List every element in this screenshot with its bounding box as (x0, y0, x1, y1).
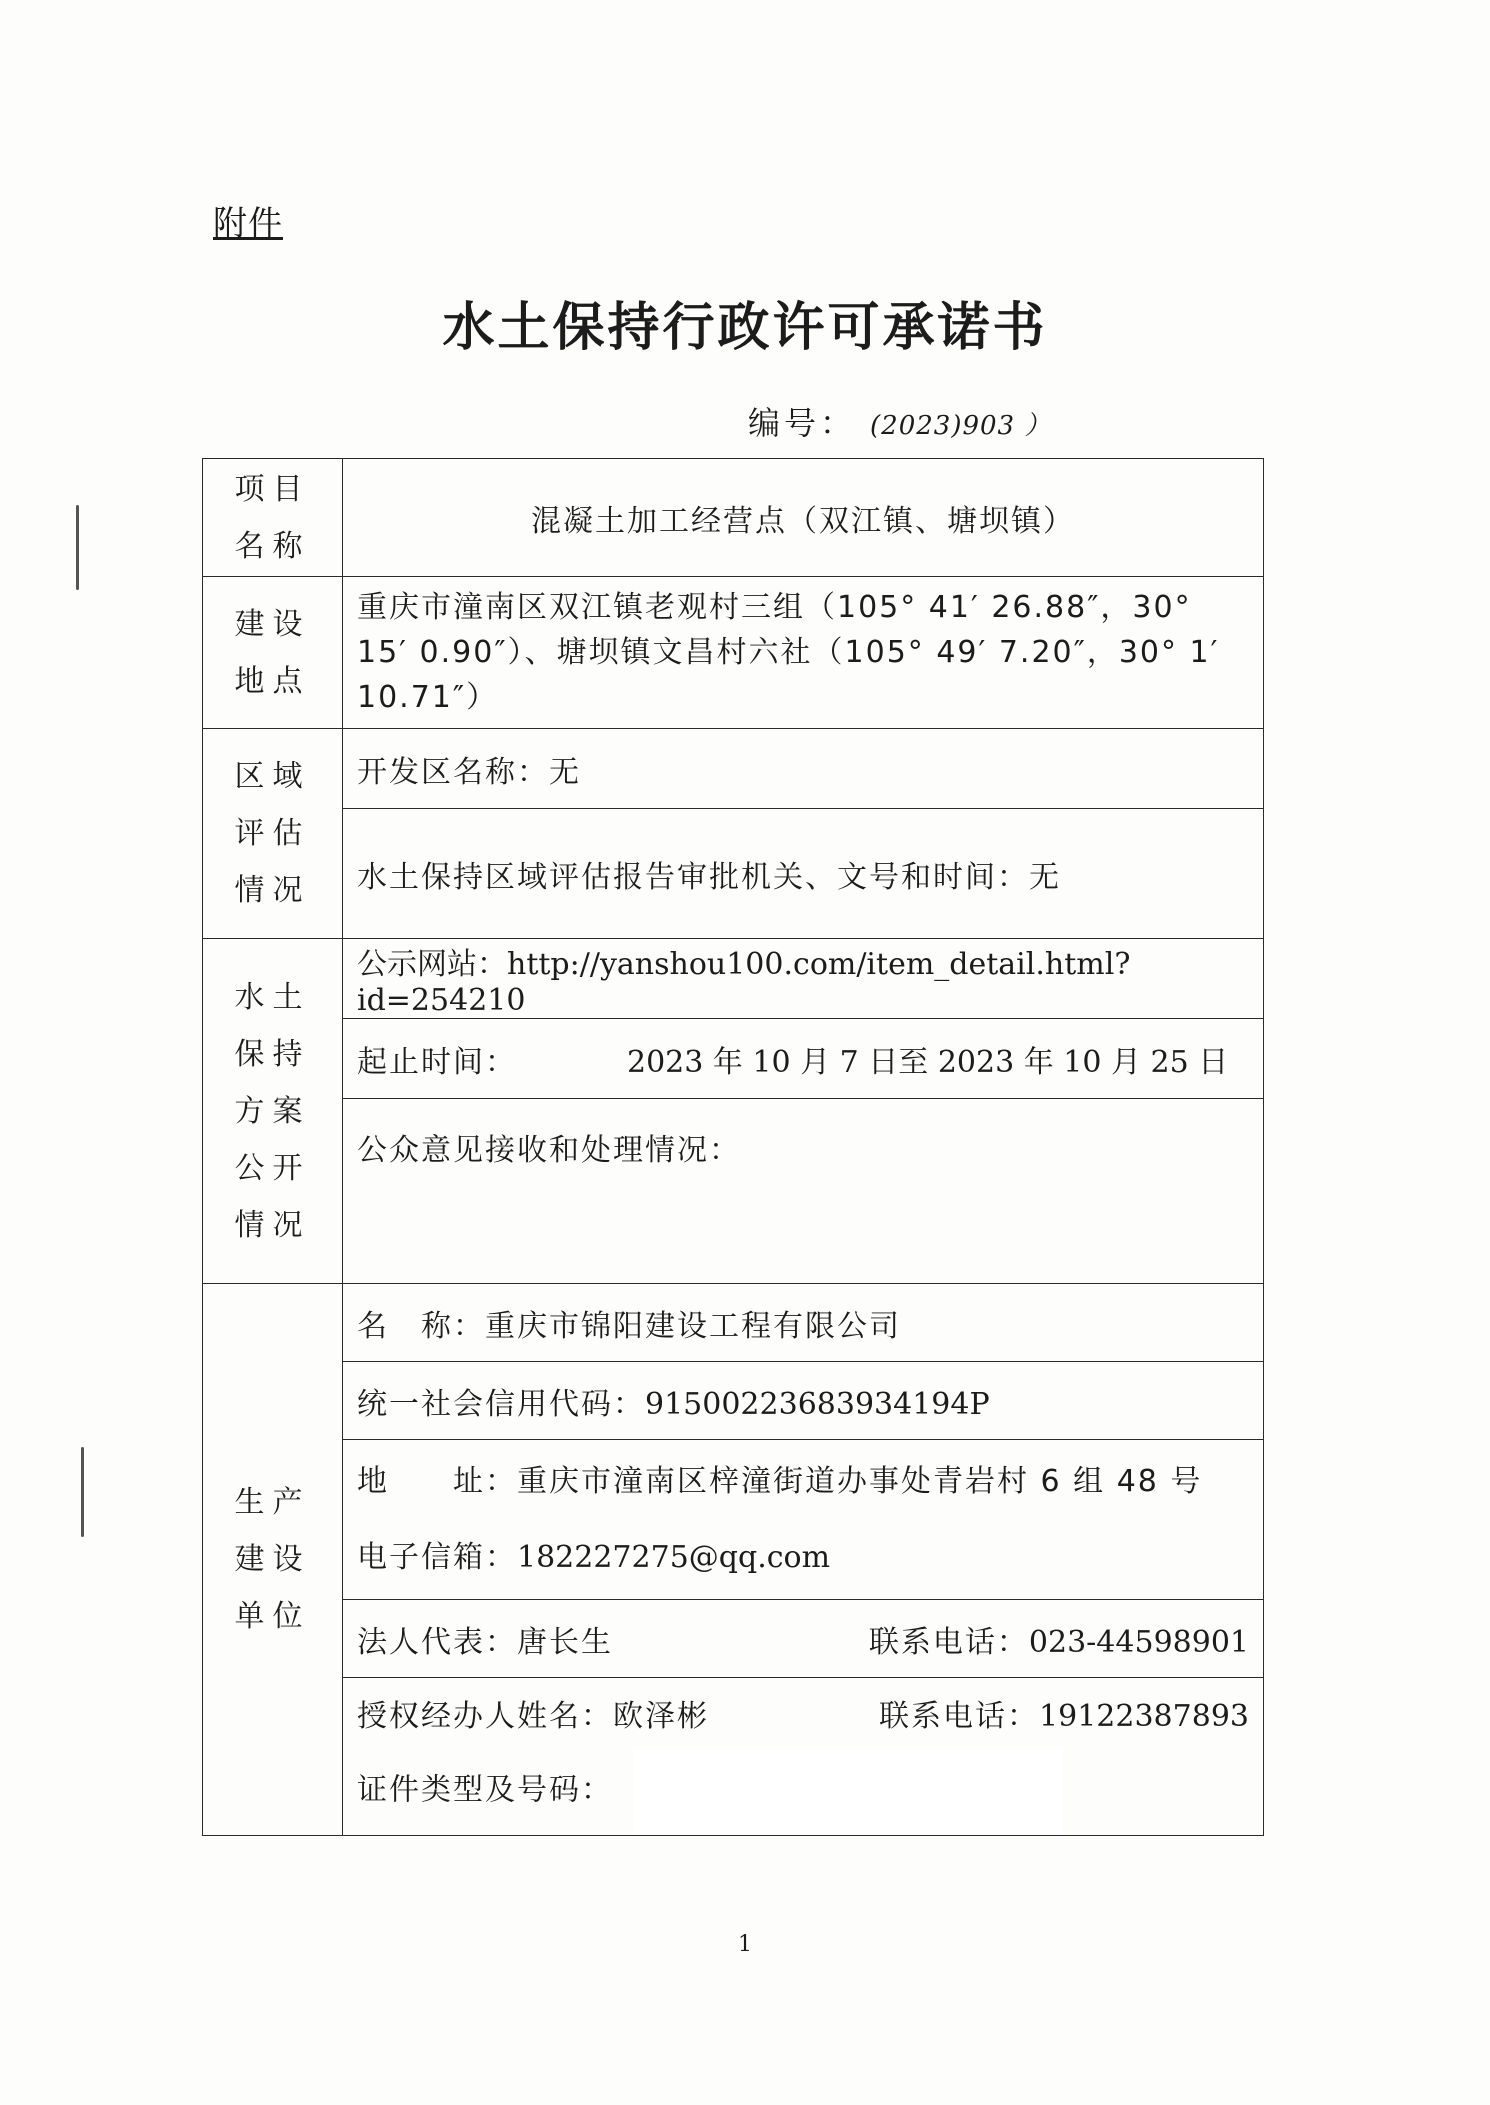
website-cell (343, 939, 1264, 1019)
punch-hole-mark (76, 505, 79, 590)
period-label: 起止时间： (357, 1044, 517, 1080)
credit-code-value: 91500223683934194P (645, 1386, 990, 1422)
website-label: 公示网站： (357, 947, 507, 982)
approval-value: 水土保持区域评估报告审批机关、文号和时间：无 (357, 859, 1061, 895)
period-line (343, 1037, 1263, 1081)
project-name-cell (343, 459, 1264, 577)
row-regional-dev-zone (203, 729, 1264, 809)
page-number: 1 (738, 1932, 752, 1957)
legal-rep-line (343, 1617, 1263, 1661)
phone2-label: 联系电话： (879, 1698, 1040, 1734)
row-disclosure-period (203, 1019, 1264, 1099)
website-line (343, 939, 1263, 1018)
regional-assessment-label: 区域评估情况 (203, 729, 343, 939)
feedback-label: 公众意见接收和处理情况： (357, 1133, 741, 1168)
unit-name-label: 名 称： (357, 1308, 485, 1344)
email-label: 电子信箱： (357, 1539, 517, 1575)
credit-code-line (343, 1379, 1263, 1423)
punch-hole-mark (81, 1447, 84, 1537)
row-location (203, 577, 1264, 729)
period-value: 2023 年 10 月 7 日至 2023 年 10 月 25 日 (627, 1044, 1229, 1080)
legal-rep-value: 唐长生 (517, 1624, 613, 1660)
agent-cell (343, 1678, 1264, 1748)
location-label: 建设地点 (203, 577, 343, 729)
unit-name-value: 重庆市锦阳建设工程有限公司 (485, 1308, 901, 1344)
legal-rep-cell (343, 1600, 1264, 1678)
commitment-form-table (202, 458, 1264, 1836)
project-name-label: 项目名称 (203, 459, 343, 577)
dev-zone-cell (343, 729, 1264, 809)
phone1-label: 联系电话： (868, 1624, 1029, 1660)
row-credit-code (203, 1362, 1264, 1440)
address-value: 重庆市潼南区梓潼街道办事处青岩村 6 组 48 号 (517, 1463, 1203, 1499)
location-cell (343, 577, 1264, 729)
id-document-label: 证件类型及号码： (357, 1772, 613, 1808)
website-link[interactable]: http://yanshou100.com/item_detail.html?id=254210 (357, 947, 1131, 1018)
credit-code-label: 统一社会信用代码： (357, 1386, 645, 1422)
document-number-value: (2023)903 ） (870, 411, 1052, 441)
redacted-id-block (633, 1749, 1063, 1833)
row-agent (203, 1678, 1264, 1748)
construction-unit-label: 生产建设单位 (203, 1284, 343, 1836)
phone2-value: 19122387893 (1039, 1698, 1249, 1734)
row-unit-name (203, 1284, 1264, 1362)
row-legal-rep (203, 1600, 1264, 1678)
row-disclosure-website (203, 939, 1264, 1019)
row-id-document (203, 1748, 1264, 1836)
address-email-cell (343, 1440, 1264, 1600)
unit-name-cell (343, 1284, 1264, 1362)
period-cell (343, 1019, 1264, 1099)
row-project-name (203, 459, 1264, 577)
agent-value: 欧泽彬 (613, 1698, 709, 1734)
row-address-email (203, 1440, 1264, 1600)
address-label: 地 址： (357, 1463, 517, 1499)
agent-label: 授权经办人姓名： (357, 1698, 613, 1734)
id-document-cell (343, 1748, 1264, 1836)
row-disclosure-feedback (203, 1099, 1264, 1284)
dev-zone-value: 开发区名称：无 (357, 754, 581, 790)
phone1-value: 023-44598901 (1028, 1624, 1249, 1660)
location-value: 重庆市潼南区双江镇老观村三组（105° 41′ 26.88″，30° 15′ 0.90″）、塘坝镇文昌村六社（105° 49′ 7.20″，30° 1′ 10.71″） (357, 590, 1220, 715)
document-number (748, 398, 1051, 444)
unit-name-line (343, 1301, 1263, 1345)
email-line (343, 1520, 1263, 1596)
legal-rep-label: 法人代表： (357, 1624, 517, 1660)
row-regional-approval (203, 809, 1264, 939)
project-name-value: 混凝土加工经营点（双江镇、塘坝镇） (531, 503, 1075, 539)
feedback-cell (343, 1099, 1264, 1284)
plan-disclosure-label: 水土保持方案公开情况 (203, 939, 343, 1284)
agent-line (343, 1691, 1263, 1735)
email-value: 182227275@qq.com (517, 1539, 831, 1575)
document-title: 水土保持行政许可承诺书 (442, 297, 1048, 358)
approval-cell (343, 809, 1264, 939)
address-line (343, 1444, 1263, 1520)
document-number-label: 编号： (748, 404, 857, 442)
attachment-label: 附件 (213, 204, 283, 244)
id-document-line (343, 1749, 1263, 1833)
credit-code-cell (343, 1362, 1264, 1440)
